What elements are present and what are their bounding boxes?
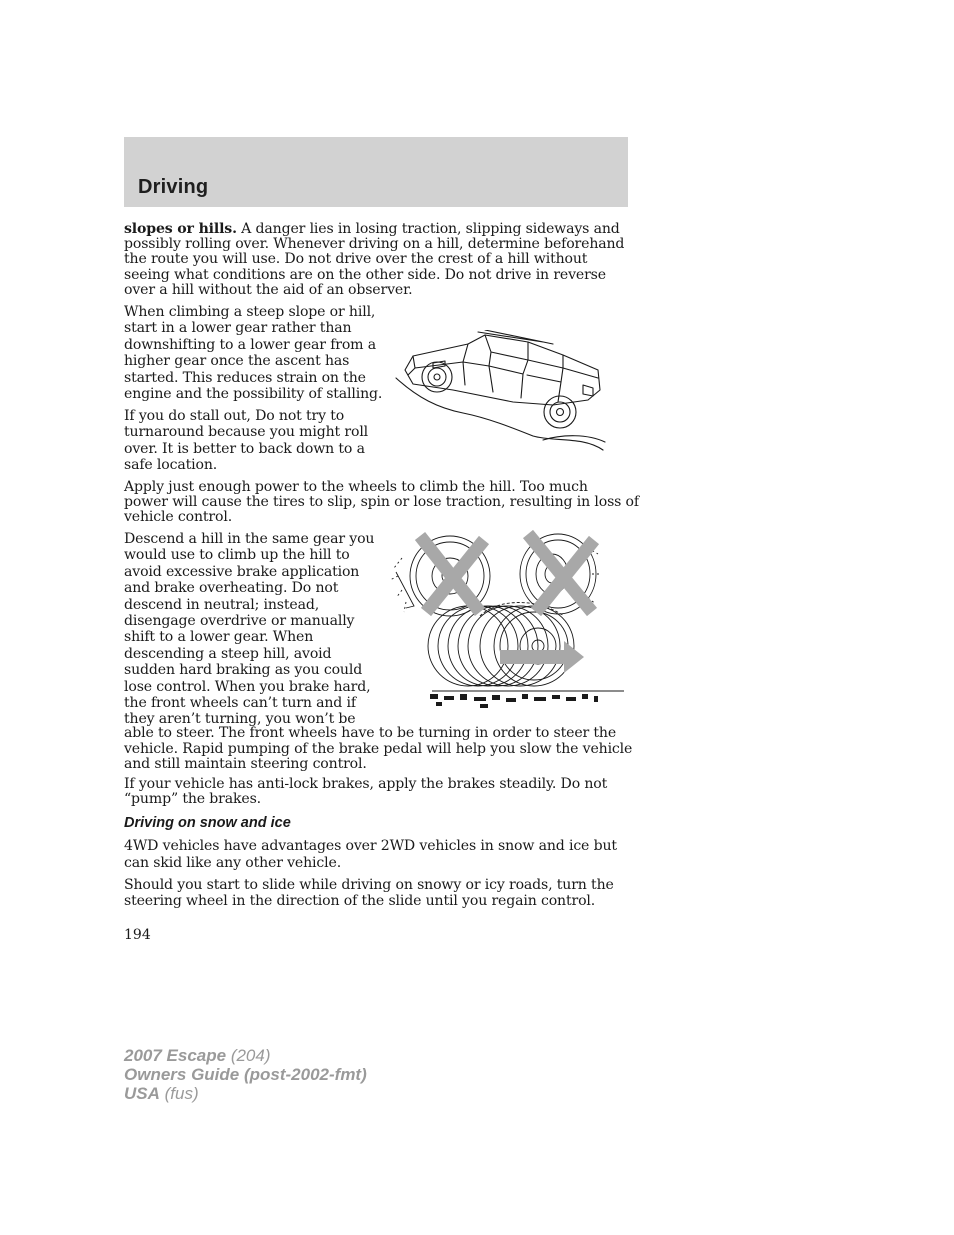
text-line: started. This reduces strain on the [124, 369, 366, 386]
suv-on-slope-illustration [393, 330, 608, 452]
text-line: When climbing a steep slope or hill, [124, 304, 376, 320]
paragraph-power [124, 480, 639, 526]
text-line: descending a steep hill, avoid [124, 645, 332, 662]
text-line: vehicle control. [124, 509, 233, 526]
text-line: shift to a lower gear. When [124, 629, 314, 646]
text-line: seeing what conditions are on the other side. Do not drive in reverse [124, 266, 606, 283]
paragraph-4wd [124, 838, 617, 872]
text-line: disengage overdrive or manually [124, 613, 355, 630]
text-line: the route you will use. Do not drive over the crest of a hill without [124, 251, 588, 268]
text-line: can skid like any other vehicle. [124, 855, 342, 871]
text-line: “pump” the brakes. [124, 791, 261, 808]
paragraph-slide [124, 877, 614, 909]
text-line: If you do stall out, Do not try to [124, 408, 345, 424]
footer-market: USA [124, 1084, 160, 1103]
text-line: start in a lower gear rather than [124, 320, 352, 337]
paragraph-slopes-hills [124, 222, 624, 298]
text-line: avoid excessive brake application [124, 563, 360, 580]
text-line: higher gear once the ascent has [124, 353, 350, 370]
page-number: 194 [124, 927, 151, 943]
text-line: Apply just enough power to the wheels to climb the hill. Too much [124, 479, 588, 495]
text-line: they aren’t turning, you won’t be [124, 711, 356, 728]
text-line: turnaround because you might roll [124, 424, 369, 441]
text-line: and brake overheating. Do not [124, 580, 339, 597]
text-line: 4WD vehicles have advantages over 2WD vehicles in snow and ice but [124, 838, 617, 854]
paragraph-stall [124, 408, 368, 474]
text-line: A danger lies in losing traction, slipping sideways and [236, 221, 620, 237]
text-line: Should you start to slide while driving on snowy or icy roads, turn the [124, 877, 614, 893]
text-line: downshifting to a lower gear from a [124, 336, 376, 353]
text-line: and still maintain steering control. [124, 755, 367, 772]
text-line: power will cause the tires to slip, spin or lose traction, resulting in loss of [124, 494, 639, 511]
paragraph-climbing [124, 304, 382, 402]
footer-model: 2007 Escape [124, 1046, 227, 1065]
text-line: over. It is better to back down to a [124, 440, 365, 457]
text-line: would use to climb up the hill to [124, 547, 350, 564]
document-footer [124, 1046, 367, 1103]
text-line: If your vehicle has anti-lock brakes, apply the brakes steadily. Do not [124, 776, 608, 792]
text-line: sudden hard braking as you could [124, 662, 363, 679]
footer-guide: Owners Guide (post-2002-fmt) [124, 1065, 367, 1084]
text-line: engine and the possibility of stalling. [124, 386, 383, 403]
text-line: the front wheels can’t turn and if [124, 695, 356, 712]
subheading-snow-ice: Driving on snow and ice [124, 815, 291, 831]
text-line: safe location. [124, 457, 218, 474]
text-line: steering wheel in the direction of the slide until you regain control. [124, 893, 596, 909]
text-line: able to steer. The front wheels have to be turning in order to steer the [124, 725, 617, 742]
text-line: vehicle. Rapid pumping of the brake pedal will help you slow the vehicle [124, 740, 633, 757]
footer-market-code: (fus) [159, 1084, 199, 1103]
text-line: over a hill without the aid of an observer. [124, 281, 413, 298]
text-line: possibly rolling over. Whenever driving on a hill, determine beforehand [124, 236, 625, 253]
footer-model-code: (204) [226, 1046, 271, 1065]
wheel-spin-vs-roll-illustration [388, 528, 628, 716]
paragraph-lead-bold: slopes or hills. [124, 221, 237, 237]
text-line: descend in neutral; instead, [124, 596, 320, 613]
paragraph-antilock [124, 777, 607, 807]
text-line: Descend a hill in the same gear you [124, 531, 375, 547]
section-title: Driving [138, 176, 209, 198]
text-line: lose control. When you brake hard, [124, 678, 371, 695]
